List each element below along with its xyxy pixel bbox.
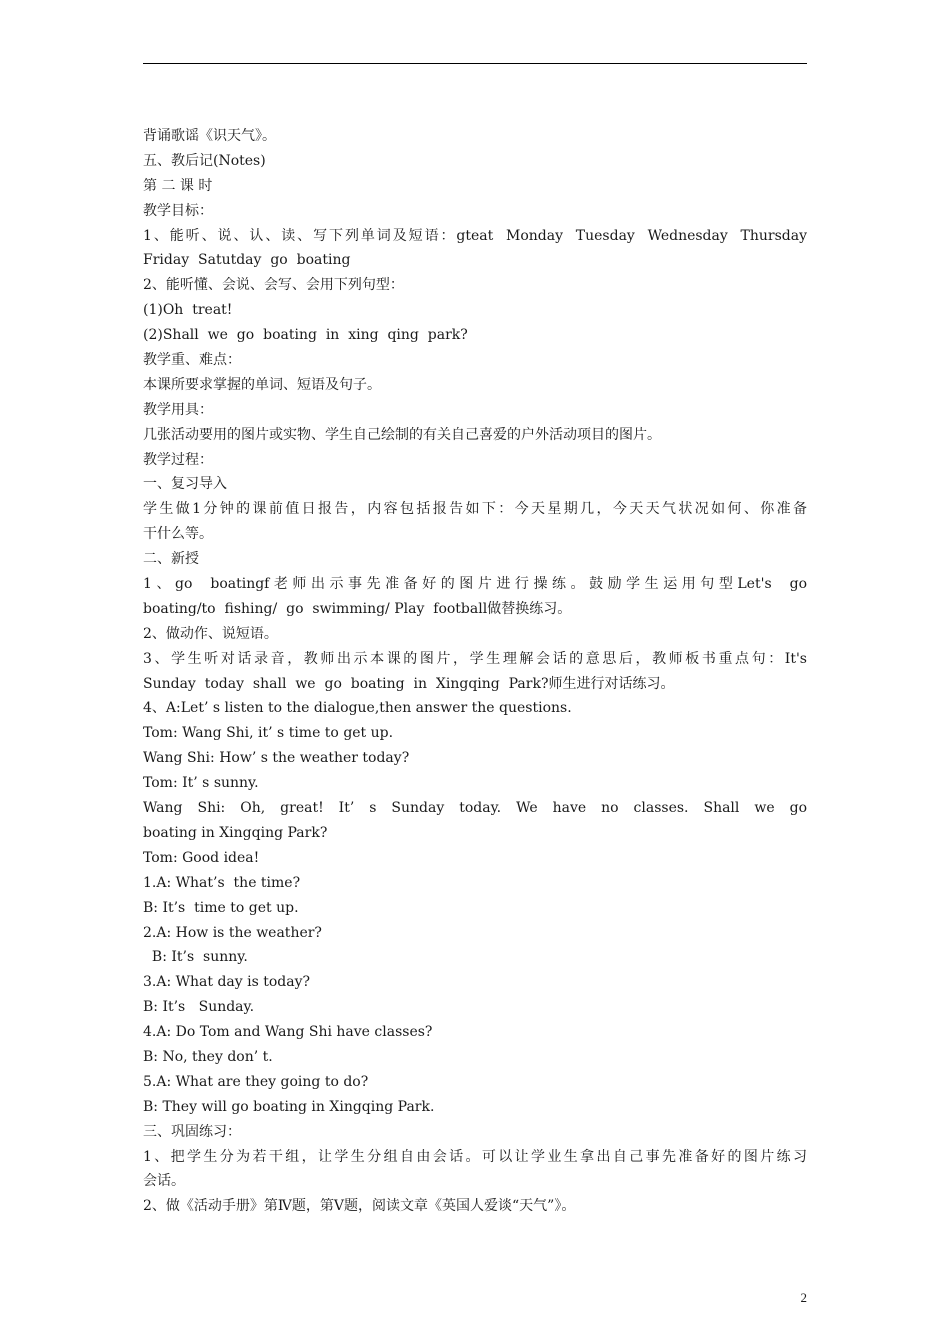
text-line: boating in Xingqing Park? [143, 824, 328, 841]
document-body [143, 124, 807, 1219]
text-line: 教学重、难点： [143, 352, 241, 369]
text-line: B: They will go boating in Xingqing Park. [143, 1098, 435, 1115]
text-line: 5.A: What are they going to do? [143, 1073, 369, 1090]
text-line: 几张活动要用的图片或实物、学生自己绘制的有关自己喜爱的户外活动项目的图片。 [143, 426, 661, 443]
text-line: 教学过程： [143, 451, 213, 468]
text-line: 2、能听懂、会说、会写、会用下列句型： [143, 277, 404, 294]
text-line: Tom: Good idea! [143, 849, 260, 866]
text-line: 五、教后记(Notes) [143, 152, 266, 169]
text-line: 3.A: What day is today? [143, 974, 311, 991]
text-line: 1、把学生分为若干组，让学生分组自由会话。可以让学业生拿出自己事先准备好的图片练习 [143, 1148, 807, 1165]
text-line: 会话。 [143, 1173, 185, 1190]
text-line: 4、A:Let’ s listen to the dialogue,then answer the questions. [143, 700, 572, 717]
text-line: 2、做《活动手册》第Ⅳ题，第Ⅴ题，阅读文章《英国人爱谈“天气”》。 [143, 1198, 576, 1215]
text-line: Tom: Wang Shi, it’ s time to get up. [143, 725, 394, 742]
text-line: B: It’s Sunday. [143, 999, 255, 1016]
text-line: (1)Oh treat! [143, 302, 233, 319]
text-line: boating/to fishing/ go swimming/ Play football做替换练习。 [143, 600, 572, 617]
text-line: Wang Shi: How’ s the weather today? [143, 750, 410, 767]
text-line: 教学目标： [143, 202, 213, 219]
text-line: 一、复习导入 [143, 476, 227, 493]
text-line: (2)Shall we go boating in xing qing park? [143, 327, 468, 344]
header-rule [143, 63, 807, 64]
text-line: Friday Satutday go boating [143, 252, 351, 269]
text-line: Wang Shi: Oh, great! It’ s Sunday today. We have no classes. Shall we go [143, 800, 807, 817]
text-line: 2、做动作、说短语。 [143, 625, 278, 642]
text-line: 本课所要求掌握的单词、短语及句子。 [143, 376, 381, 393]
text-line: 1、go boatingf老师出示事先准备好的图片进行操练。鼓励学生运用句型Let's go [143, 576, 807, 593]
text-line: 教学用具： [143, 401, 213, 418]
text-line: Sunday today shall we go boating in Xingqing Park?师生进行对话练习。 [143, 675, 675, 692]
text-line: B: It’s sunny. [143, 949, 248, 966]
text-line: 学生做1分钟的课前值日报告，内容包括报告如下：今天星期几，今天天气状况如何、你准备 [143, 501, 807, 518]
text-line: 背诵歌谣《识天气》。 [143, 128, 276, 144]
text-line: 2.A: How is the weather? [143, 924, 322, 941]
text-line: 1.A: What’s the time? [143, 874, 301, 891]
text-line: 干什么等。 [143, 526, 213, 543]
text-line: B: It’s time to get up. [143, 899, 299, 916]
text-line: 3、学生听对话录音，教师出示本课的图片，学生理解会话的意思后，教师板书重点句：It's [143, 650, 807, 667]
text-line: 三、巩固练习： [143, 1123, 241, 1140]
text-line: 1、能听、说、认、读、写下列单词及短语：gteat Monday Tuesday Wednesday Thursday [143, 227, 807, 244]
text-line: 第 二 课 时 [143, 177, 213, 194]
text-line: B: No, they don’ t. [143, 1048, 273, 1065]
page-number: 2 [800, 1290, 807, 1305]
text-line: 二、新授 [143, 551, 199, 568]
text-line: 4.A: Do Tom and Wang Shi have classes? [143, 1024, 433, 1041]
text-line: Tom: It’ s sunny. [143, 775, 259, 792]
